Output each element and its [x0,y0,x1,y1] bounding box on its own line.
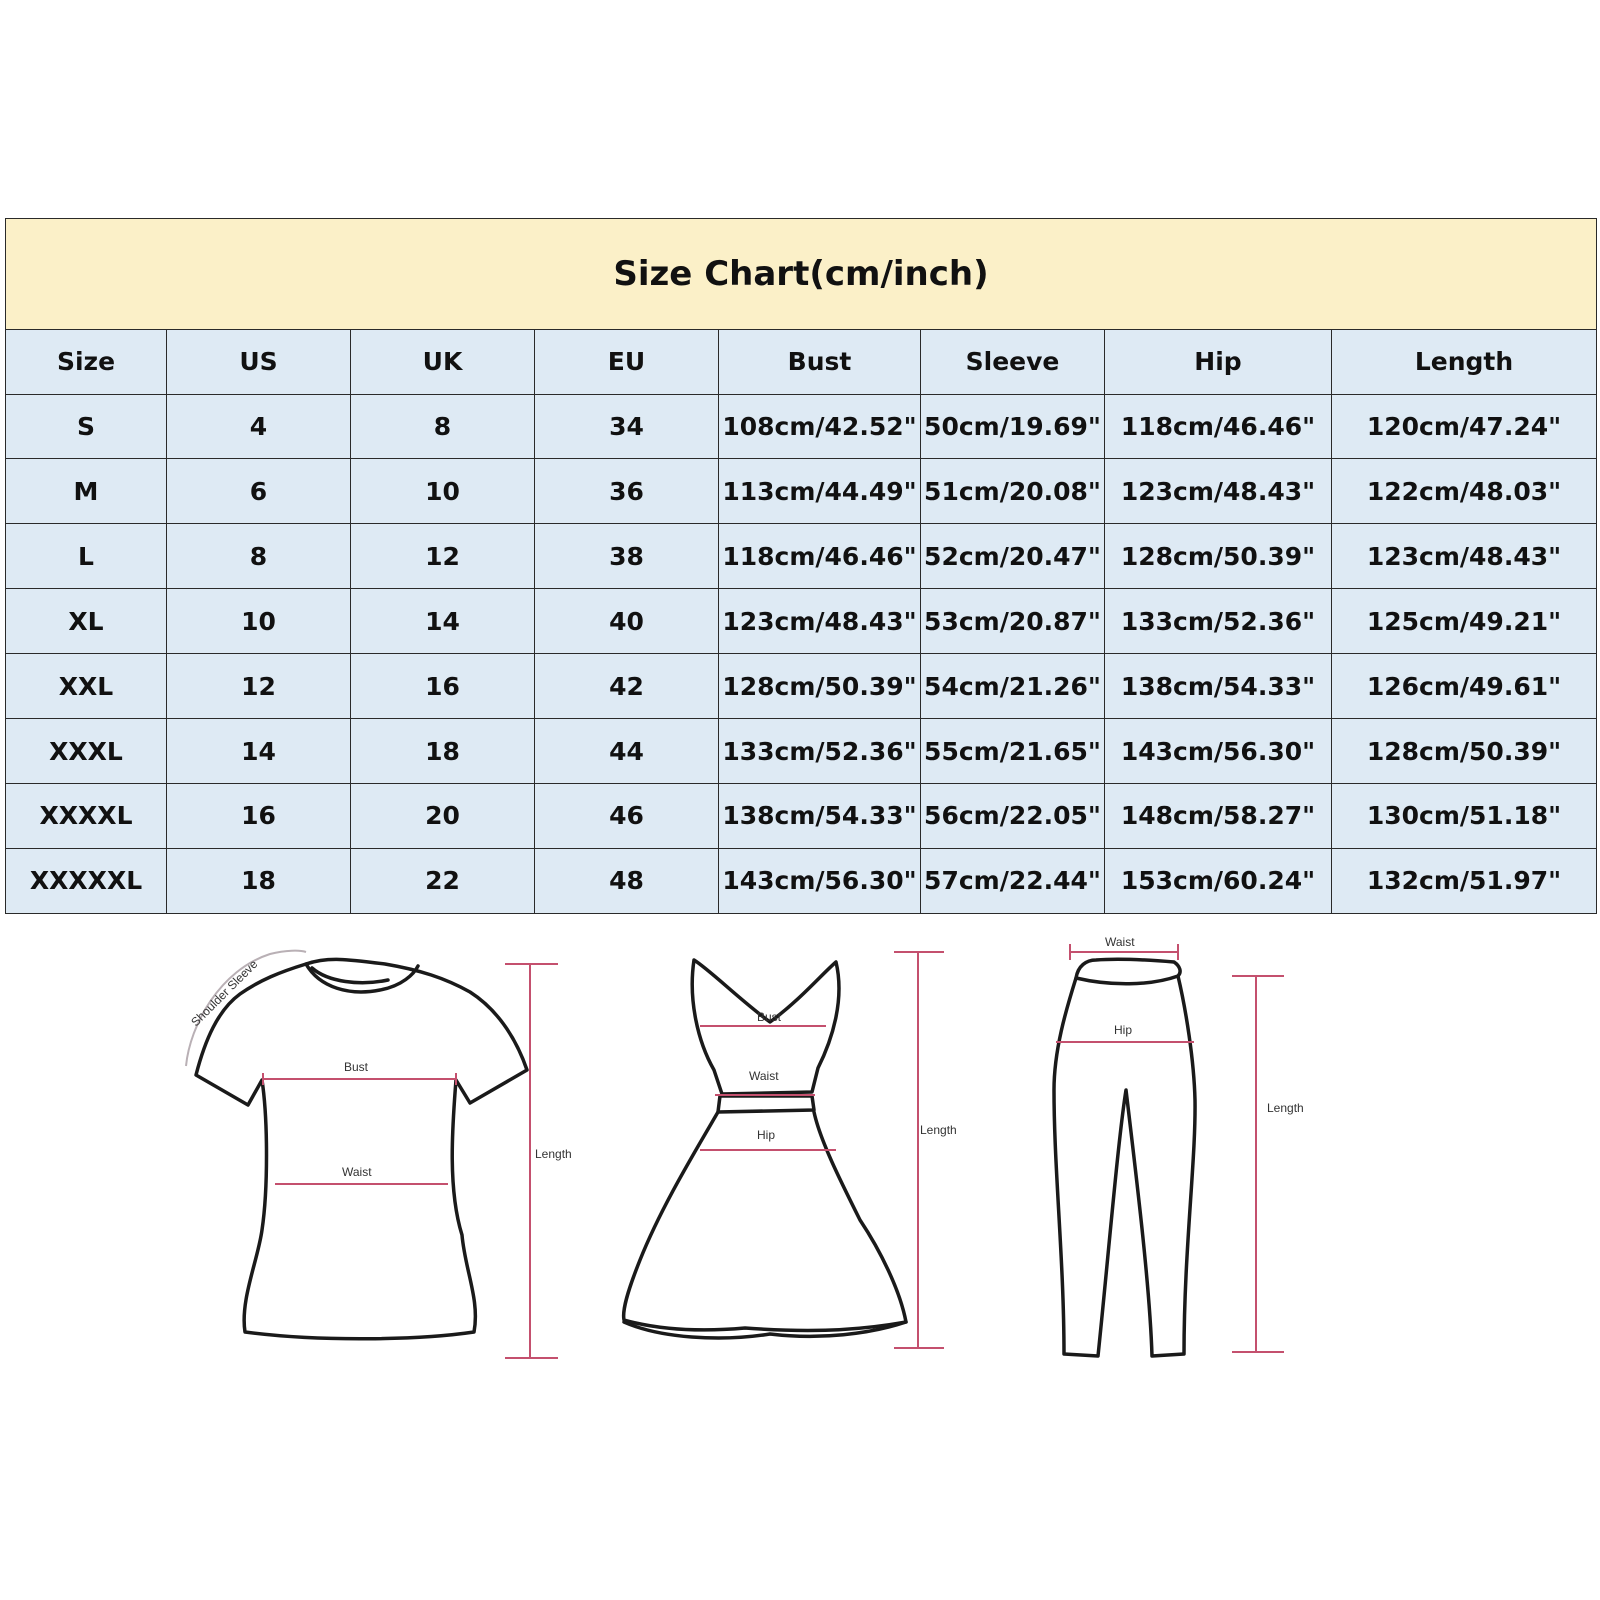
cell-us: 12 [167,654,351,719]
tshirt-waist-label: Waist [342,1165,372,1179]
cell-hip: 143cm/56.30" [1105,719,1332,784]
cell-us: 8 [167,524,351,589]
cell-bust: 108cm/42.52" [719,394,921,459]
cell-size: M [6,459,167,524]
cell-length: 125cm/49.21" [1332,589,1597,654]
cell-size: XL [6,589,167,654]
cell-sleeve: 52cm/20.47" [921,524,1105,589]
cell-eu: 36 [535,459,719,524]
table-row [6,459,1597,524]
cell-uk: 20 [351,784,535,849]
cell-size: XXL [6,654,167,719]
size-chart-table [5,218,1597,914]
table-row [6,524,1597,589]
cell-length: 126cm/49.61" [1332,654,1597,719]
header-uk: UK [351,329,535,394]
dress-bust-label: Bust [757,1010,782,1024]
cell-uk: 22 [351,848,535,913]
cell-us: 18 [167,848,351,913]
cell-bust: 138cm/54.33" [719,784,921,849]
cell-us: 16 [167,784,351,849]
tshirt-diagram [186,951,572,1358]
cell-size: XXXL [6,719,167,784]
cell-bust: 123cm/48.43" [719,589,921,654]
cell-length: 120cm/47.24" [1332,394,1597,459]
cell-uk: 10 [351,459,535,524]
table-row [6,654,1597,719]
cell-bust: 143cm/56.30" [719,848,921,913]
cell-eu: 46 [535,784,719,849]
cell-sleeve: 57cm/22.44" [921,848,1105,913]
cell-uk: 14 [351,589,535,654]
cell-eu: 44 [535,719,719,784]
cell-bust: 113cm/44.49" [719,459,921,524]
cell-us: 14 [167,719,351,784]
cell-eu: 40 [535,589,719,654]
header-size: Size [6,329,167,394]
cell-eu: 34 [535,394,719,459]
cell-sleeve: 55cm/21.65" [921,719,1105,784]
tshirt-length-label: Length [535,1147,572,1161]
cell-length: 123cm/48.43" [1332,524,1597,589]
cell-sleeve: 53cm/20.87" [921,589,1105,654]
tshirt-bust-label: Bust [344,1060,369,1074]
table-row [6,848,1597,913]
cell-length: 128cm/50.39" [1332,719,1597,784]
chart-title: Size Chart(cm/inch) [6,219,1597,330]
measurement-diagrams [0,930,1600,1390]
cell-bust: 133cm/52.36" [719,719,921,784]
cell-bust: 128cm/50.39" [719,654,921,719]
cell-eu: 38 [535,524,719,589]
cell-sleeve: 50cm/19.69" [921,394,1105,459]
cell-hip: 153cm/60.24" [1105,848,1332,913]
cell-hip: 148cm/58.27" [1105,784,1332,849]
cell-length: 130cm/51.18" [1332,784,1597,849]
dress-length-label: Length [920,1123,957,1137]
cell-eu: 48 [535,848,719,913]
cell-size: XXXXL [6,784,167,849]
header-bust: Bust [719,329,921,394]
pants-hip-label: Hip [1114,1023,1133,1037]
pants-diagram [1054,935,1304,1356]
cell-uk: 8 [351,394,535,459]
dress-hip-label: Hip [757,1128,776,1142]
cell-hip: 138cm/54.33" [1105,654,1332,719]
table-row [6,589,1597,654]
cell-sleeve: 56cm/22.05" [921,784,1105,849]
cell-uk: 12 [351,524,535,589]
header-us: US [167,329,351,394]
table-row [6,784,1597,849]
header-sleeve: Sleeve [921,329,1105,394]
cell-eu: 42 [535,654,719,719]
cell-hip: 118cm/46.46" [1105,394,1332,459]
cell-hip: 128cm/50.39" [1105,524,1332,589]
cell-us: 4 [167,394,351,459]
cell-us: 6 [167,459,351,524]
table-row [6,394,1597,459]
header-length: Length [1332,329,1597,394]
cell-sleeve: 54cm/21.26" [921,654,1105,719]
cell-sleeve: 51cm/20.08" [921,459,1105,524]
cell-uk: 18 [351,719,535,784]
cell-length: 122cm/48.03" [1332,459,1597,524]
cell-us: 10 [167,589,351,654]
cell-size: XXXXXL [6,848,167,913]
cell-size: L [6,524,167,589]
dress-waist-label: Waist [749,1069,779,1083]
pants-length-label: Length [1267,1101,1304,1115]
cell-length: 132cm/51.97" [1332,848,1597,913]
table-row [6,719,1597,784]
cell-size: S [6,394,167,459]
pants-waist-label: Waist [1105,935,1135,949]
cell-uk: 16 [351,654,535,719]
header-hip: Hip [1105,329,1332,394]
cell-bust: 118cm/46.46" [719,524,921,589]
cell-hip: 133cm/52.36" [1105,589,1332,654]
cell-hip: 123cm/48.43" [1105,459,1332,524]
tshirt-shoulder-sleeve-label: Shoulder Sleeve [188,956,261,1030]
dress-diagram [624,952,957,1348]
header-eu: EU [535,329,719,394]
